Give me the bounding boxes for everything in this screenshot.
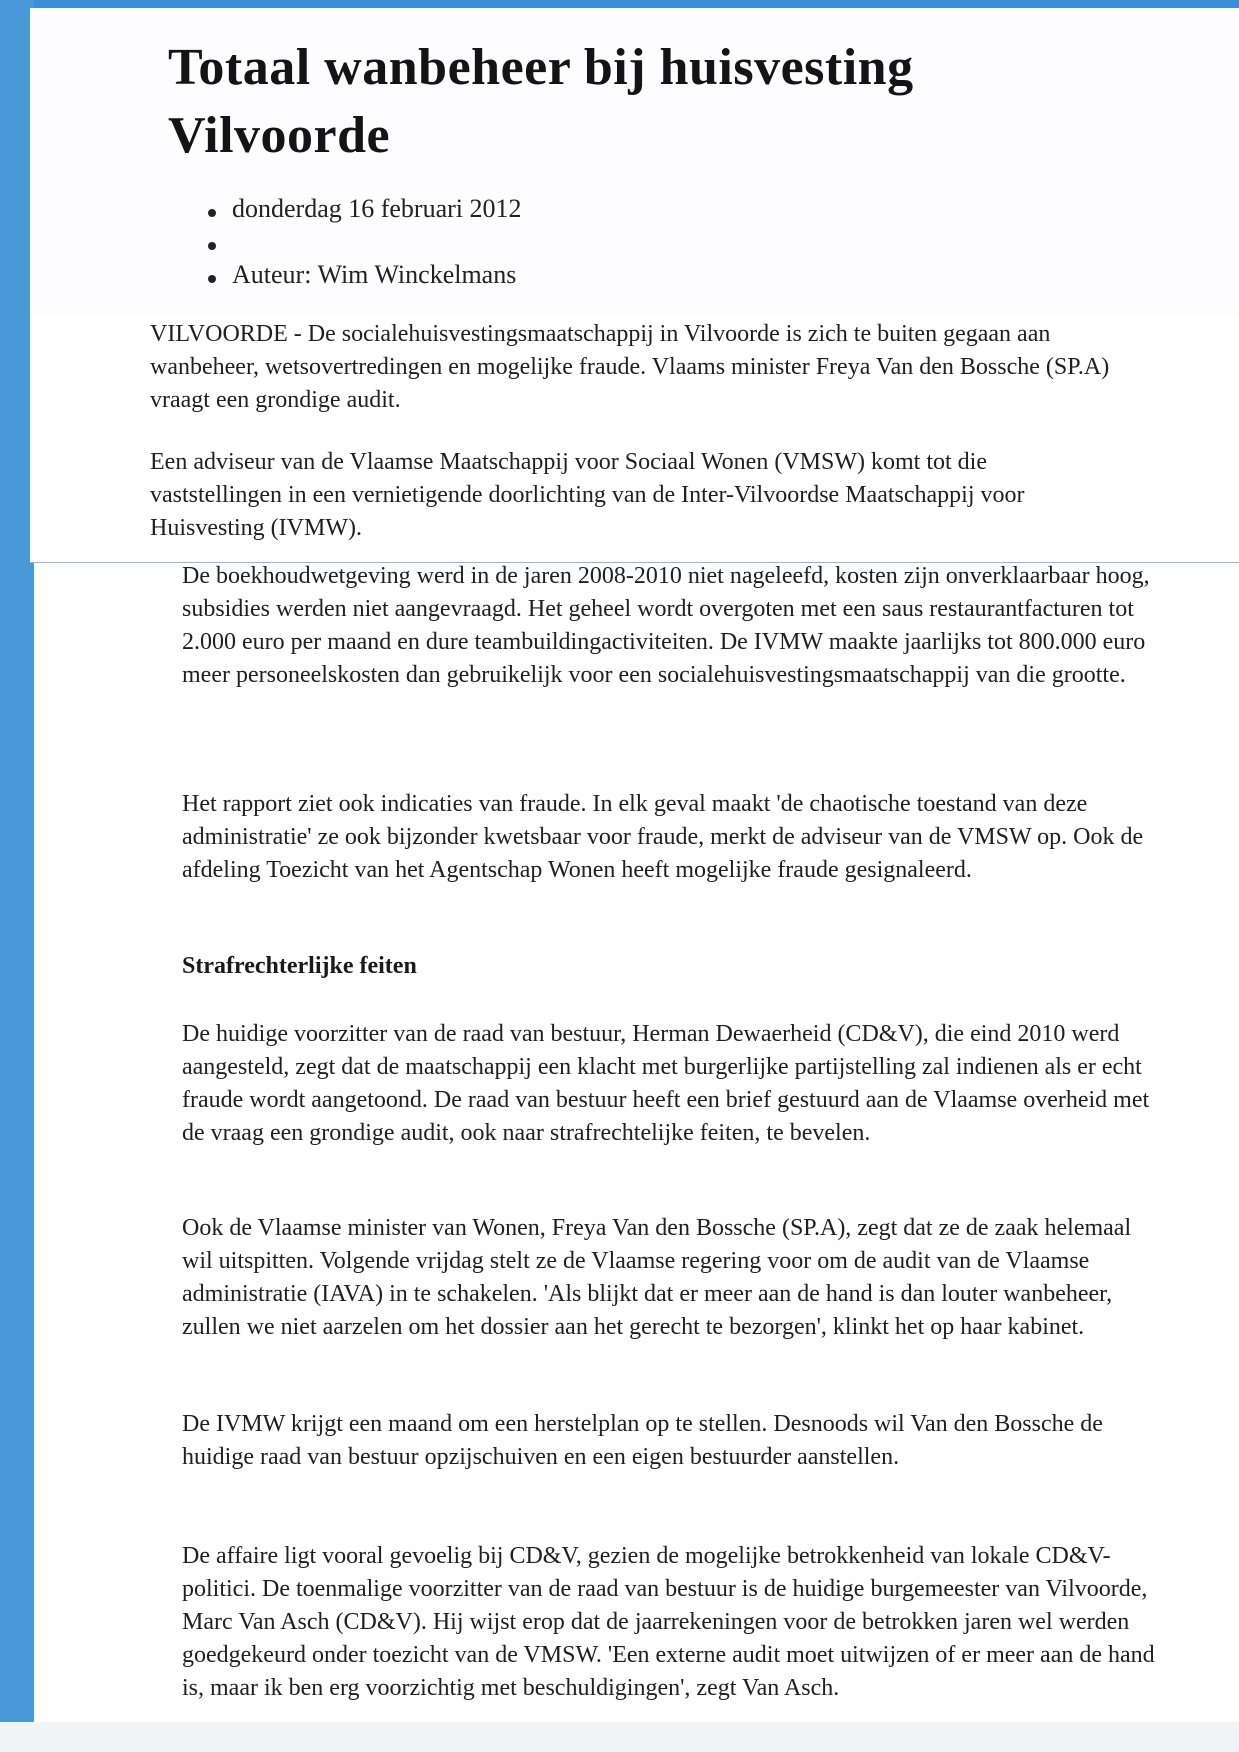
article-title: Totaal wanbeheer bij huisvesting Vilvoorde xyxy=(168,39,914,164)
header-clipping xyxy=(30,8,1239,318)
body-paragraph-1: De boekhoudwetgeving werd in de jaren 2008-2010 niet nageleefd, kosten zijn onverklaarbaar hoog, subsidies werden niet aangevraagd. Het geheel wordt overgoten met een saus restaurantfacturen tot 2.000 euro per maand en dure teambuildingactiviteiten. De IVMW maakte jaarlijks tot 800.000 euro meer personeelskosten dan gebruikelijk voor een socialehuisvestingsmaatschappij van die grootte. xyxy=(182,563,1150,688)
article-date: donderdag 16 februari 2012 xyxy=(208,192,522,225)
article-meta-list xyxy=(208,192,522,291)
article-author: Auteur: Wim Winckelmans xyxy=(208,258,522,291)
scan-left-edge xyxy=(0,0,34,1752)
intro-paragraph-2: Een adviseur van de Vlaamse Maatschappij voor Sociaal Wonen (VMSW) komt tot die vaststellingen in een vernietigende doorlichting van de Inter-Vilvoordse Maatschappij voor Huisvesting (IVMW). xyxy=(150,449,1025,541)
article-meta-empty-item xyxy=(208,225,522,258)
body-paragraph-3: De huidige voorzitter van de raad van bestuur, Herman Dewaerheid (CD&V), die eind 2010 werd aangesteld, zegt dat de maatschappij een klacht met burgerlijke partijstelling zal indienen als er echt fraude wordt aangetoond. De raad van bestuur heeft een brief gestuurd aan de Vlaamse overheid met de vraag een grondige audit, ook naar strafrechtelijke feiten, te bevelen. xyxy=(182,1021,1150,1146)
body-paragraph-4: Ook de Vlaamse minister van Wonen, Freya Van den Bossche (SP.A), zegt dat ze de zaak helemaal wil uitspitten. Volgende vrijdag stelt ze de Vlaamse regering voor om de audit van de Vlaamse administratie (IAVA) in te schakelen. 'Als blijkt dat er meer aan de hand is dan louter wanbeheer, zullen we niet aarzelen om het dossier aan het gerecht te bezorgen', klinkt het op haar kabinet. xyxy=(182,1215,1132,1340)
body-paragraph-2: Het rapport ziet ook indicaties van fraude. In elk geval maakt 'de chaotische toestand van deze administratie' ze ook bijzonder kwetsbaar voor fraude, merkt de adviseur van de VMSW op. Ook de afdeling Toezicht van het Agentschap Wonen heeft mogelijke fraude gesignaleerd. xyxy=(182,791,1144,883)
body-paragraph-6: De affaire ligt vooral gevoelig bij CD&V, gezien de mogelijke betrokkenheid van lokale CD&V-politici. De toenmalige voorzitter van de raad van bestuur is de huidige burgemeester van Vilvoorde, Marc Van Asch (CD&V). Hij wijst erop dat de jaarrekeningen voor de betrokken jaren wel werden goedgekeurd onder toezicht van de VMSW. 'Een externe audit moet uitwijzen of er meer aan de hand is, maar ik ben erg voorzichtig met beschuldigingen', zegt Van Asch. xyxy=(182,1543,1155,1701)
section-subheading: Strafrechterlijke feiten xyxy=(182,953,417,979)
scan-bottom-edge xyxy=(0,1722,1239,1752)
body-paragraph-5: De IVMW krijgt een maand om een herstelplan op te stellen. Desnoods wil Van den Bossche de huidige raad van bestuur opzijschuiven en een eigen bestuurder aanstellen. xyxy=(182,1411,1103,1470)
intro-paragraph-1: VILVOORDE - De socialehuisvestingsmaatschappij in Vilvoorde is zich te buiten gegaan aan wanbeheer, wetsovertredingen en mogelijke fraude. Vlaams minister Freya Van den Bossche (SP.A) vraagt een grondige audit. xyxy=(150,321,1110,413)
